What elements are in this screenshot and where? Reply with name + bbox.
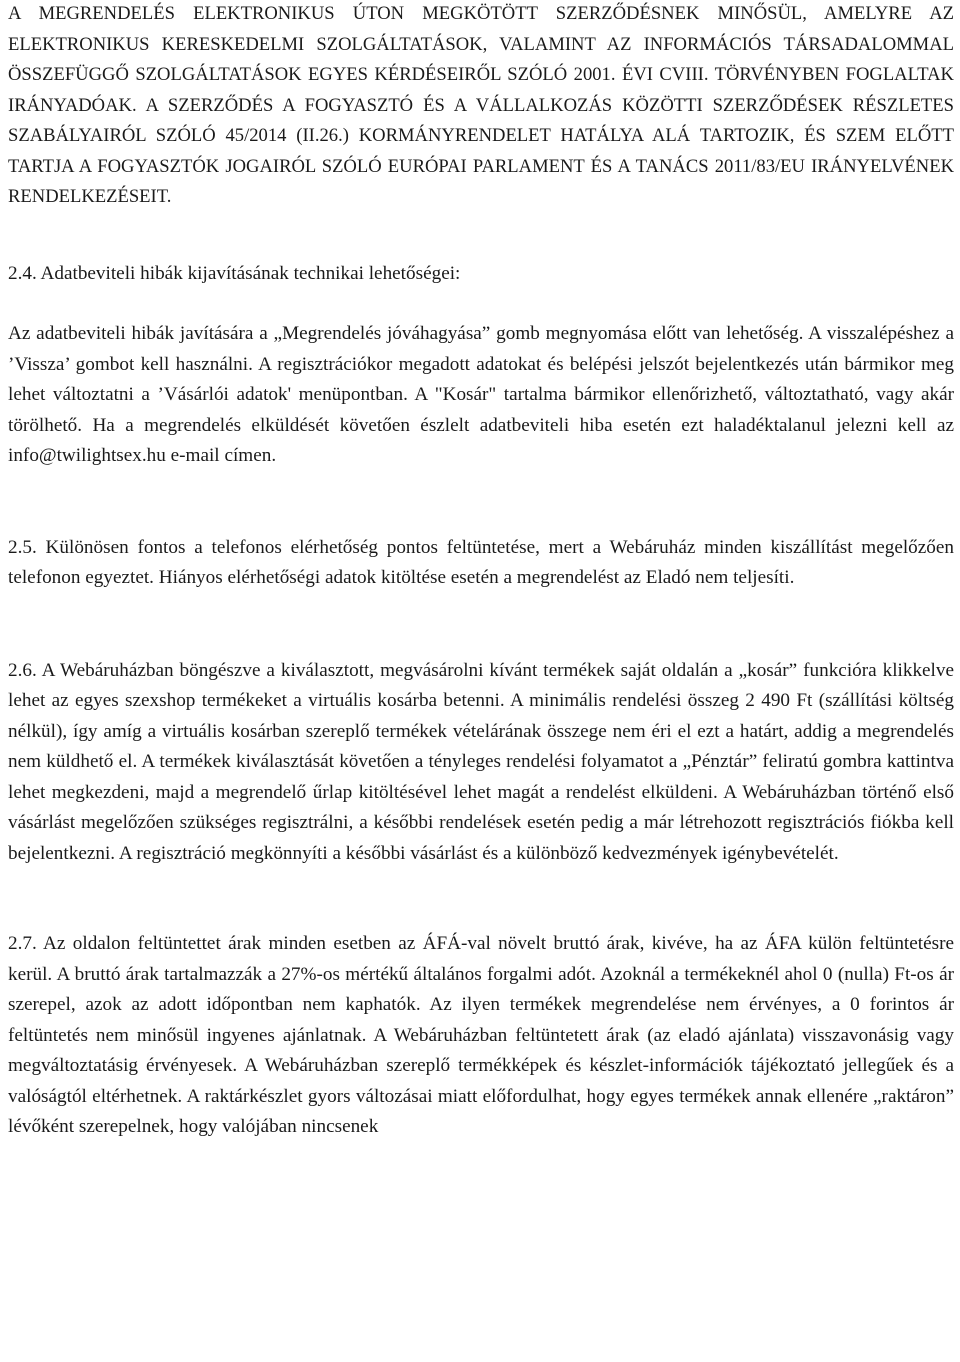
section-2-4-heading: 2.4. Adatbeviteli hibák kijavításának technikai lehetőségei:	[8, 262, 461, 284]
section-2-5-body: 2.5. Különösen fontos a telefonos elérhetőség pontos feltüntetése, mert a Webáruház minden kiszállítást megelőzően telefonon egyeztet. Hiányos elérhetőségi adatok kitöltése esetén a megrendelést az Eladó nem teljesíti.	[8, 536, 954, 588]
section-2-7-body: 2.7. Az oldalon feltüntettet árak minden esetben az ÁFÁ-val növelt bruttó árak, kivéve, ha az ÁFA külön feltüntetésre kerül. A bruttó árak tartalmazzák a 27%-os mértékű általános forgalmi adót. Azoknál a termékeknél ahol 0 (nulla) Ft-os ár szerepel, azok az adott időpontban nem kaphatók. Az ilyen termékek megrendelése nem érvényes, a 0 forintos ár feltüntetés nem minősül ingyenes ajánlatnak. A Webáruházban feltüntetett árak (az eladó ajánlata) visszavonásig vagy megváltoztatásig érvényesek. A Webáruházban szereplő termékképek és készlet-információk tájékoztató jellegűek és a valóságtól eltérhetnek. A raktárkészlet gyors változásai miatt előfordulhat, hogy egyes termékek annak ellenére „raktáron” lévőként szerepelnek, hogy valójában nincsenek	[8, 933, 954, 1137]
intro-paragraph: A MEGRENDELÉS ELEKTRONIKUS ÚTON MEGKÖTÖTT SZERZŐDÉSNEK MINŐSÜL, AMELYRE AZ ELEKTRONIKUS KERESKEDELMI SZOLGÁLTATÁSOK, VALAMINT AZ INFORMÁCIÓS TÁRSADALOMMAL ÖSSZEFÜGGŐ SZOLGÁLTATÁSOK EGYES KÉRDÉSEIRŐL SZÓLÓ 2001. ÉVI CVIII. TÖRVÉNYBEN FOGLALTAK IRÁNYADÓAK. A SZERZŐDÉS A FOGYASZTÓ ÉS A VÁLLALKOZÁS KÖZÖTTI SZERZŐDÉSEK RÉSZLETES SZABÁLYAIRÓL SZÓLÓ 45/2014 (II.26.) KORMÁNYRENDELET HATÁLYA ALÁ TARTOZIK, ÉS SZEM ELŐTT TARTJA A FOGYASZTÓK JOGAIRÓL SZÓLÓ EURÓPAI PARLAMENT ÉS A TANÁCS 2011/83/EU IRÁNYELVÉNEK RENDELKEZÉSEIT.	[8, 3, 954, 207]
section-2-4-body: Az adatbeviteli hibák javítására a „Megrendelés jóváhagyása” gomb megnyomása előtt van lehetőség. A visszalépéshez a ’Vissza’ gombot kell használni. A regisztrációkor megadott adatokat és belépési jelszót bejelentkezés után bármikor meg lehet változtatni a ’Vásárlói adatok' menüpontban. A "Kosár" tartalma bármikor ellenőrizhető, változtatható, vagy akár törölhető. Ha a megrendelés elküldését követően észlelt adatbeviteli hiba esetén ezt haladéktalanul jelezni kell az info@twilightsex.hu e-mail címen.	[8, 323, 954, 466]
document-page	[8, 0, 954, 1143]
section-2-6-body: 2.6. A Webáruházban böngészve a kiválasztott, megvásárolni kívánt termékek saját oldalán a „kosár” funkcióra klikkelve lehet az egyes szexshop termékeket a virtuális kosárba betenni. A minimális rendelési összeg 2 490 Ft (szállítási költség nélkül), így amíg a virtuális kosárban szereplő termékek vételárának összege nem éri el ezt a határt, addig a megrendelés nem küldhető el. A termékek kiválasztását követően a tényleges rendelési folyamatot a „Pénztár” feliratú gombra kattintva lehet megkezdeni, majd a megrendelő űrlap kitöltésével lehet magát a rendelést elküldeni. A Webáruházban történő első vásárlást megelőzően szükséges regisztrálni, a későbbi rendelések esetén pedig a már létrehozott regisztrációs fiókba kell bejelentkezni. A regisztráció megkönnyíti a későbbi vásárlást és a különböző kedvezmények igénybevételét.	[8, 659, 954, 864]
